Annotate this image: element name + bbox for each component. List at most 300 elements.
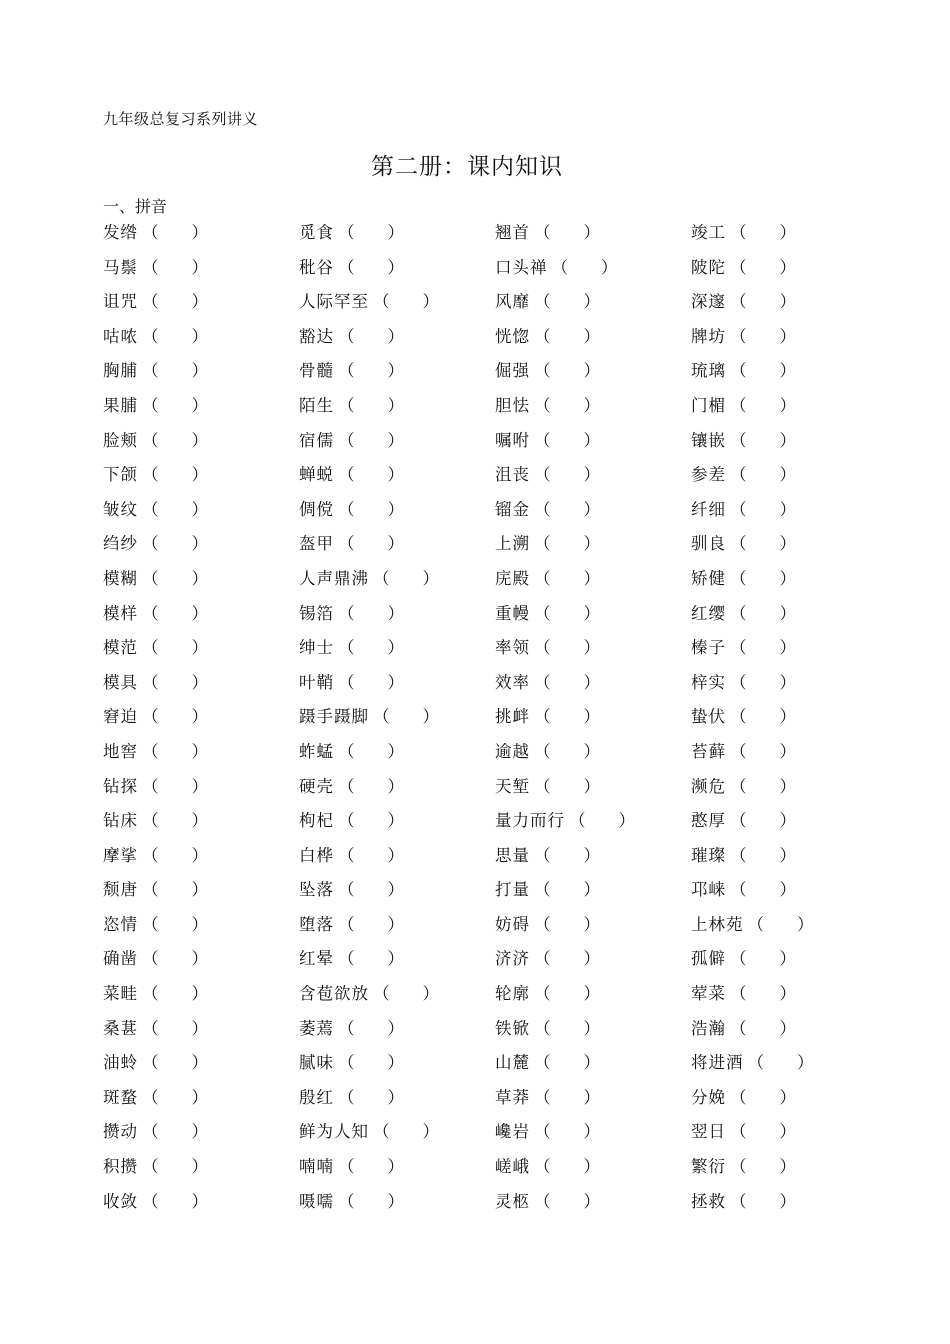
exercise-item [103,948,208,983]
answer-blank[interactable] [373,291,439,313]
exercise-item [691,879,796,914]
exercise-item [299,1121,439,1156]
exercise-item [103,257,208,292]
exercise-word: 收敛 [103,1191,138,1211]
exercise-item [495,430,600,465]
answer-blank[interactable] [338,326,404,348]
exercise-word: 苔藓 [691,741,726,761]
exercise-item [299,568,439,603]
answer-blank[interactable] [730,1018,796,1040]
answer-blank[interactable] [730,603,796,625]
answer-blank[interactable] [142,706,208,728]
answer-blank[interactable] [730,291,796,313]
page-title: 第二册：课内知识 [371,154,563,180]
section-heading: 一、拼音 [103,197,168,216]
answer-blank[interactable] [730,499,796,521]
answer-blank[interactable] [730,1191,796,1213]
exercise-item [495,603,600,638]
answer-blank[interactable] [534,672,600,694]
answer-blank[interactable] [338,360,404,382]
exercise-word: 沮丧 [495,465,530,485]
exercise-word: 诅咒 [103,292,138,312]
exercise-word: 济济 [495,949,530,969]
answer-blank[interactable] [534,776,600,798]
exercise-item [495,741,600,776]
exercise-word: 地窖 [103,741,138,761]
exercise-item [691,1191,796,1226]
answer-blank[interactable] [534,948,600,970]
answer-blank[interactable] [730,810,796,832]
answer-blank[interactable] [338,845,404,867]
exercise-row [103,326,823,361]
exercise-item [495,499,600,534]
answer-blank[interactable] [730,776,796,798]
answer-blank[interactable] [338,1052,404,1074]
answer-blank[interactable] [142,430,208,452]
exercise-word: 矫健 [691,568,726,588]
answer-blank[interactable] [730,326,796,348]
exercise-word: 将进酒 [691,1053,744,1073]
exercise-word: 蹑手蹑脚 [299,707,369,727]
exercise-item [103,1121,208,1156]
exercise-row [103,603,823,638]
exercise-word: 陂陀 [691,257,726,277]
exercise-word: 倜傥 [299,499,334,519]
exercise-word: 率领 [495,638,530,658]
exercise-word: 庑殿 [495,568,530,588]
exercise-item [691,1087,796,1122]
answer-blank[interactable] [534,464,600,486]
answer-blank[interactable] [338,879,404,901]
exercise-item [299,326,404,361]
answer-blank[interactable] [534,326,600,348]
answer-blank[interactable] [373,568,439,590]
answer-blank[interactable] [142,499,208,521]
exercise-row [103,845,823,880]
lecture-series-header: 九年级总复习系列讲义 [103,110,259,128]
answer-blank[interactable] [730,464,796,486]
answer-blank[interactable] [730,430,796,452]
exercise-item [103,1191,208,1226]
exercise-word: 钻探 [103,776,138,796]
answer-blank[interactable] [142,257,208,279]
exercise-word: 脸颊 [103,430,138,450]
answer-blank[interactable] [142,568,208,590]
exercise-item [103,672,208,707]
exercise-word: 风靡 [495,292,530,312]
answer-blank[interactable] [142,603,208,625]
exercise-word: 颓唐 [103,880,138,900]
exercise-word: 灵柩 [495,1191,530,1211]
exercise-item [299,430,404,465]
exercise-item [495,1087,600,1122]
exercise-item [495,1191,600,1226]
exercise-word: 纤细 [691,499,726,519]
answer-blank[interactable] [373,1121,439,1143]
exercise-word: 腻味 [299,1053,334,1073]
exercise-word: 恣情 [103,914,138,934]
exercise-item [299,395,404,430]
exercise-item [691,568,796,603]
exercise-word: 鲜为人知 [299,1122,369,1142]
exercise-item [299,499,404,534]
exercise-item [691,1156,796,1191]
exercise-word: 天堑 [495,776,530,796]
answer-blank[interactable] [142,845,208,867]
exercise-row [103,1156,823,1191]
answer-blank[interactable] [142,360,208,382]
exercise-row [103,257,823,292]
exercise-word: 繁衍 [691,1157,726,1177]
exercise-word: 翘首 [495,223,530,242]
exercise-row [103,776,823,811]
answer-blank[interactable] [142,914,208,936]
exercise-item [495,672,600,707]
exercise-item [495,533,600,568]
exercise-word: 巉岩 [495,1122,530,1142]
answer-blank[interactable] [373,706,439,728]
exercise-item [103,395,208,430]
exercise-item [299,948,404,983]
exercise-word: 荤菜 [691,984,726,1004]
answer-blank[interactable] [534,914,600,936]
exercise-item [299,222,404,257]
answer-blank[interactable] [142,1052,208,1074]
answer-blank[interactable] [142,637,208,659]
answer-blank[interactable] [730,741,796,763]
answer-blank[interactable] [338,776,404,798]
answer-blank[interactable] [142,776,208,798]
exercise-word: 妨碍 [495,914,530,934]
exercise-item [299,1156,404,1191]
answer-blank[interactable] [534,1121,600,1143]
exercise-item [103,603,208,638]
exercise-row [103,948,823,983]
answer-blank[interactable] [142,741,208,763]
exercise-word: 殷红 [299,1087,334,1107]
exercise-item [103,879,208,914]
exercise-word: 菜畦 [103,984,138,1004]
exercise-row [103,914,823,949]
exercise-item [495,706,600,741]
exercise-item [691,395,796,430]
exercise-word: 窘迫 [103,707,138,727]
answer-blank[interactable] [534,1052,600,1074]
exercise-item [495,568,600,603]
exercise-row [103,430,823,465]
answer-blank[interactable] [338,637,404,659]
exercise-word: 模样 [103,603,138,623]
exercise-word: 积攒 [103,1157,138,1177]
answer-blank[interactable] [338,672,404,694]
exercise-row [103,1018,823,1053]
answer-blank[interactable] [338,464,404,486]
exercise-word: 镏金 [495,499,530,519]
exercise-item [495,1052,600,1087]
exercise-word: 攒动 [103,1122,138,1142]
exercise-row [103,879,823,914]
exercise-word: 量力而行 [495,811,565,831]
answer-blank[interactable] [338,741,404,763]
exercise-word: 嵯峨 [495,1157,530,1177]
exercise-word: 绅士 [299,638,334,658]
exercise-item [299,360,404,395]
exercise-word: 璀璨 [691,845,726,865]
exercise-item [103,464,208,499]
exercise-item [495,914,600,949]
exercise-word: 上林苑 [691,914,744,934]
exercise-row [103,222,823,257]
exercise-word: 拯救 [691,1191,726,1211]
exercise-item [495,845,600,880]
exercise-row [103,464,823,499]
exercise-item [103,568,208,603]
exercise-word: 倔强 [495,361,530,381]
answer-blank[interactable] [534,1191,600,1213]
answer-blank[interactable] [730,672,796,694]
exercise-item [691,948,796,983]
answer-blank[interactable] [338,948,404,970]
answer-blank[interactable] [730,395,796,417]
exercise-item [103,360,208,395]
answer-blank[interactable] [534,741,600,763]
exercise-item [299,983,439,1018]
exercise-word: 摩挲 [103,845,138,865]
exercise-word: 叶鞘 [299,672,334,692]
exercise-word: 翌日 [691,1122,726,1142]
exercise-word: 觅食 [299,223,334,242]
answer-blank[interactable] [730,360,796,382]
exercise-item [299,1191,404,1226]
answer-blank[interactable] [730,879,796,901]
exercise-word: 轮廓 [495,984,530,1004]
answer-blank[interactable] [534,1018,600,1040]
exercise-word: 恍惚 [495,326,530,346]
exercise-item [103,810,208,845]
answer-blank[interactable] [142,326,208,348]
answer-blank[interactable] [534,1156,600,1178]
answer-blank[interactable] [142,222,208,244]
exercise-item [103,914,208,949]
exercise-item [103,741,208,776]
answer-blank[interactable] [142,291,208,313]
exercise-item [299,637,404,672]
exercise-word: 油蛉 [103,1053,138,1073]
exercise-word: 皱纹 [103,499,138,519]
answer-blank[interactable] [534,533,600,555]
answer-blank[interactable] [730,257,796,279]
answer-blank[interactable] [142,395,208,417]
answer-blank[interactable] [730,983,796,1005]
exercise-word: 驯良 [691,534,726,554]
answer-blank[interactable] [338,499,404,521]
answer-blank[interactable] [373,983,439,1005]
exercise-item [103,983,208,1018]
exercise-item [103,1018,208,1053]
exercise-item [495,395,600,430]
exercise-word: 邛崃 [691,880,726,900]
exercise-item [299,603,404,638]
exercise-row [103,533,823,568]
exercise-item [299,706,439,741]
exercise-item [691,222,796,257]
answer-blank[interactable] [552,257,618,279]
answer-blank[interactable] [142,879,208,901]
exercise-item [691,983,796,1018]
answer-blank[interactable] [338,1156,404,1178]
exercise-item [495,1018,600,1053]
exercise-item [103,533,208,568]
answer-blank[interactable] [142,983,208,1005]
exercise-item [495,1121,600,1156]
exercise-item [103,706,208,741]
exercise-item [691,464,796,499]
answer-blank[interactable] [730,1121,796,1143]
exercise-row [103,741,823,776]
exercise-word: 牌坊 [691,326,726,346]
answer-blank[interactable] [534,395,600,417]
exercise-word: 琉璃 [691,361,726,381]
answer-blank[interactable] [534,845,600,867]
exercise-word: 斑蝥 [103,1087,138,1107]
answer-blank[interactable] [748,1052,814,1074]
exercise-item [691,257,796,292]
exercise-item [495,879,600,914]
exercise-word: 红晕 [299,949,334,969]
answer-blank[interactable] [534,603,600,625]
exercise-item [103,499,208,534]
answer-blank[interactable] [730,637,796,659]
answer-blank[interactable] [338,1018,404,1040]
answer-blank[interactable] [534,1087,600,1109]
exercise-row [103,983,823,1018]
answer-blank[interactable] [338,810,404,832]
answer-blank[interactable] [569,810,635,832]
answer-blank[interactable] [338,914,404,936]
answer-blank[interactable] [338,1087,404,1109]
exercise-item [103,845,208,880]
exercise-item [299,914,404,949]
exercise-word: 模范 [103,638,138,658]
exercise-item [495,983,600,1018]
exercise-item [103,1052,208,1087]
answer-blank[interactable] [534,879,600,901]
exercise-item [299,776,404,811]
exercise-item [103,430,208,465]
exercise-item [299,291,439,326]
answer-blank[interactable] [338,603,404,625]
answer-blank[interactable] [338,533,404,555]
exercise-word: 桑葚 [103,1018,138,1038]
exercise-word: 绉纱 [103,534,138,554]
answer-blank[interactable] [338,257,404,279]
answer-blank[interactable] [338,395,404,417]
exercise-word: 枸杞 [299,811,334,831]
answer-blank[interactable] [142,533,208,555]
answer-blank[interactable] [534,430,600,452]
exercise-row [103,1087,823,1122]
answer-blank[interactable] [338,430,404,452]
exercise-item [103,222,208,257]
answer-blank[interactable] [730,568,796,590]
answer-blank[interactable] [534,568,600,590]
exercise-word: 濒危 [691,776,726,796]
exercise-word: 思量 [495,845,530,865]
answer-blank[interactable] [730,948,796,970]
answer-blank[interactable] [338,222,404,244]
exercise-word: 硬壳 [299,776,334,796]
exercise-word: 草莽 [495,1087,530,1107]
answer-blank[interactable] [534,706,600,728]
answer-blank[interactable] [142,948,208,970]
exercise-word: 胸脯 [103,361,138,381]
exercise-word: 挑衅 [495,707,530,727]
answer-blank[interactable] [534,291,600,313]
exercise-word: 红缨 [691,603,726,623]
answer-blank[interactable] [534,222,600,244]
exercise-item [495,776,600,811]
exercise-item [691,533,796,568]
answer-blank[interactable] [142,810,208,832]
exercise-item [299,741,404,776]
answer-blank[interactable] [142,672,208,694]
exercise-item [103,1156,208,1191]
answer-blank[interactable] [534,637,600,659]
answer-blank[interactable] [730,706,796,728]
exercise-word: 钻床 [103,811,138,831]
exercise-item [495,257,618,292]
exercise-word: 憨厚 [691,811,726,831]
answer-blank[interactable] [534,360,600,382]
answer-blank[interactable] [730,1156,796,1178]
answer-blank[interactable] [534,983,600,1005]
answer-blank[interactable] [142,1018,208,1040]
exercise-item [691,326,796,361]
exercise-item [691,741,796,776]
answer-blank[interactable] [142,464,208,486]
answer-blank[interactable] [730,845,796,867]
exercise-word: 门楣 [691,395,726,415]
exercise-item [299,672,404,707]
exercise-item [691,810,796,845]
exercise-item [299,533,404,568]
answer-blank[interactable] [142,1087,208,1109]
exercise-word: 逾越 [495,741,530,761]
answer-blank[interactable] [142,1156,208,1178]
exercise-word: 发绺 [103,223,138,242]
exercise-item [495,222,600,257]
answer-blank[interactable] [142,1191,208,1213]
answer-blank[interactable] [338,1191,404,1213]
answer-blank[interactable] [730,222,796,244]
exercise-item [299,464,404,499]
exercise-item [495,810,635,845]
answer-blank[interactable] [534,499,600,521]
answer-blank[interactable] [748,914,814,936]
exercise-item [691,360,796,395]
answer-blank[interactable] [730,533,796,555]
exercise-word: 浩瀚 [691,1018,726,1038]
exercise-item [495,948,600,983]
exercise-word: 深邃 [691,292,726,312]
exercise-word: 打量 [495,880,530,900]
answer-blank[interactable] [730,1087,796,1109]
exercise-word: 堕落 [299,914,334,934]
exercise-word: 重幔 [495,603,530,623]
exercise-word: 确凿 [103,949,138,969]
exercise-word: 口头禅 [495,257,548,277]
answer-blank[interactable] [142,1121,208,1143]
